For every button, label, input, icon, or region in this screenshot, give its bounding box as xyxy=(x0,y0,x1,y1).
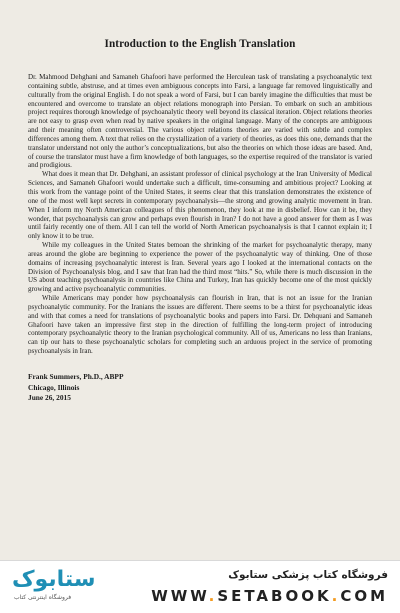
paragraph-1: Dr. Mahmood Dehghani and Samaneh Ghafoori have performed the Herculean task of translating a psychoanalytic text containing subtle, abstruse, and at times even ambiguous concepts into Farsi, a language far removed linguistically and culturally from the original English. I do not speak a word of Farsi, but I can barely imagine the difficulties that must be encountered and overcome to translate an object relations monograph into Persian. To embark on such an ambitious project requires thorough knowledge of psychoanalytic theory well beyond its classical iteration. Object relations theories are not easy to grasp even when read by native speakers in the original language. Many of the concepts are ambiguous and their meaning often controversial. The various object relations theories are varied with subtle and complex differences among them. A text that relies on the crystallization of a variety of theories, as does this one, demands that the translator understand not only the author’s conceptualizations, but also the theories on which those ideas are based. And, of course the translator must have a firm knowledge of both languages, so the expertise required of the translator is varied and prodigious. xyxy=(28,73,372,170)
signature-name: Frank Summers, Ph.D., ABPP xyxy=(28,372,124,381)
store-footer-banner xyxy=(0,560,400,613)
paragraph-4: While Americans may ponder how psychoanalysis can flourish in Iran, that is not an issue for the Iranian psychoanalytic community. For the Iranians the issues are different. There seems to be a thirst for psychoanalytic ideas and with that comes a need for translations of psychoanalytic books and papers into Farsi. Dr. Dehquani and Samaneh Ghafoori have taken an impressive first step in the direction of fulfilling the long-term project of introducing contemporary psychoanalytic theory to the Iranian psychological community. All of us, Americans no less than Iranians, can tip our hats to these psychoanalytic scholars for completing such an arduous project in the service of promoting psychoanalysis in Iran. xyxy=(28,294,372,356)
url-dot-1: . xyxy=(208,587,218,605)
paragraph-3: While my colleagues in the United States bemoan the shrinking of the market for psychoanalytic therapy, many areas around the globe are beginning to experience the power of the psychoanalytic way of thinking. One of those domains of increasing psychoanalytic interest is Iran. Several years ago I looked at the international contacts on the Division of Psychoanalysis blog, and I saw that Iran had the third most “hits.” So, while there is much discussion in the US about teaching psychoanalysis in countries like China and Turkey, Iran has quickly become one of the most quickly growing and active psychoanalytic communities. xyxy=(28,241,372,294)
url-tld: COM xyxy=(340,587,388,605)
logo-text: ستابوک xyxy=(12,567,96,592)
store-logo[interactable] xyxy=(12,568,116,606)
page-title: Introduction to the English Translation xyxy=(104,38,296,50)
paragraph-2: What does it mean that Dr. Dehghani, an assistant professor of clinical psychology at the Iran University of Medical Sciences, and Samaneh Ghafoori would undertake such a difficult, time-consuming and ambitious project? Looking at this work from the vantage point of the United States, it seems clear that this translation demonstrates the existence of one of the most well kept secrets in contemporary psychoanalysis—the strong and growing analytic movement in Iran. When I inform my North American colleagues of this phenomenon, they look at me in disbelief. How can it be, they wonder, that psychoanalysis can grow and perhaps even flourish in Iran? I do not have a good answer for them as I was until fairly recently one of them. All I can tell the world of North American psychoanalysis is that I cannot explain it; I only know it to be true. xyxy=(28,170,372,241)
signature-block xyxy=(28,372,372,404)
url-dot-2: . xyxy=(331,587,341,605)
document-body xyxy=(28,73,372,356)
signature-date: June 26, 2015 xyxy=(28,393,71,402)
store-name: فروشگاه کتاب پزشکی ستابوک xyxy=(228,569,388,581)
url-www: WWW xyxy=(151,587,209,605)
store-url-link[interactable] xyxy=(151,587,388,605)
url-domain: SETABOOK xyxy=(217,587,332,605)
logo-wordmark xyxy=(12,568,95,592)
logo-subtext: فروشگاه اینترنتی کتاب xyxy=(14,594,72,601)
signature-place: Chicago, Illinois xyxy=(28,382,80,392)
